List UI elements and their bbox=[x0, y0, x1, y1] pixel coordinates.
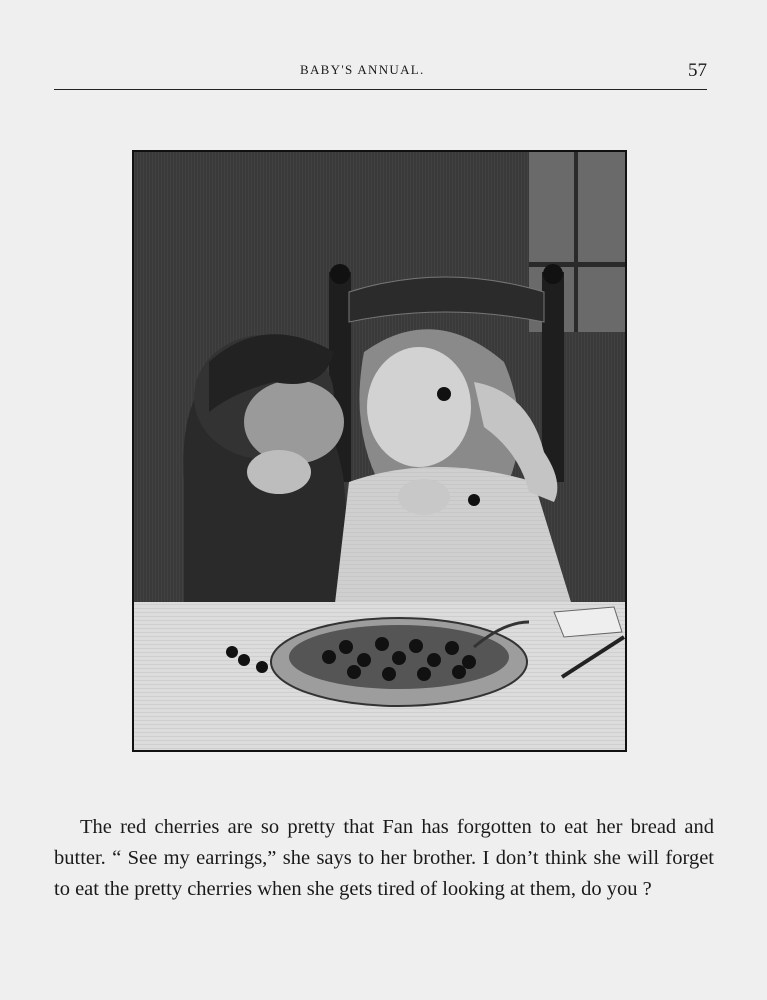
engraving-illustration bbox=[132, 150, 627, 752]
running-header-title: BABY'S ANNUAL. bbox=[300, 62, 425, 77]
caption-text bbox=[54, 812, 714, 905]
page-number: 57 bbox=[688, 60, 707, 81]
engraving-artwork bbox=[134, 152, 625, 750]
header-rule bbox=[54, 89, 707, 90]
caption-paragraph: The red cherries are so pretty that Fan has forgotten to eat her bread and butter. “ See my earrings,” she says to her brother. I don’t think she will forget to eat the pretty cherries when she gets tired of looking at them, do you ? bbox=[54, 816, 714, 900]
